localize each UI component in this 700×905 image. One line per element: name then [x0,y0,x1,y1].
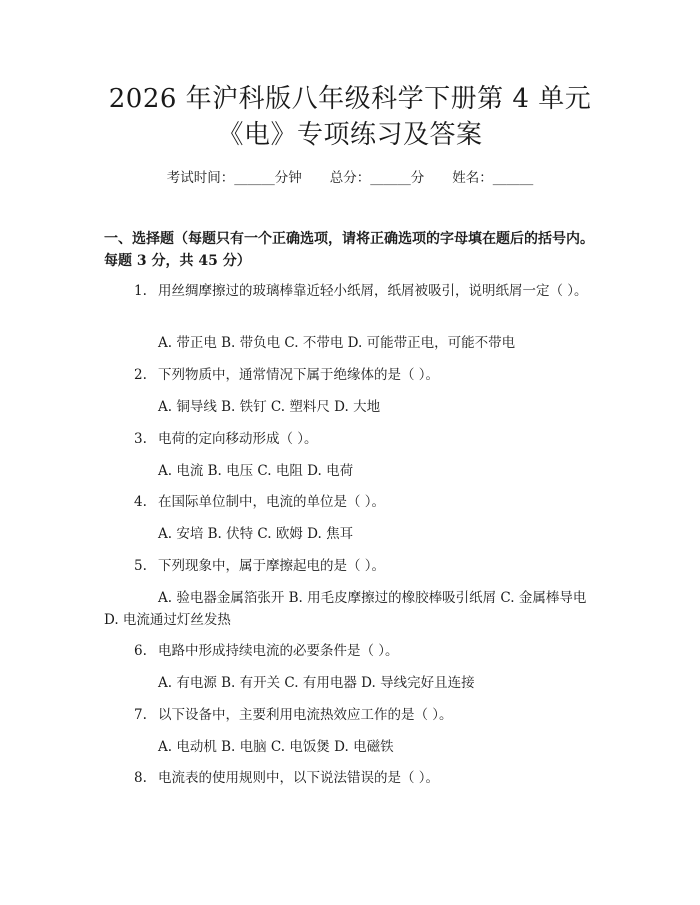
question-item [104,280,596,302]
question-options: A. 电动机 B. 电脑 C. 电饭煲 D. 电磁铁 [158,739,394,755]
document-title-line2: 《电》专项练习及答案 [217,120,483,150]
question-options: A. 验电器金属箔张开 B. 用毛皮摩擦过的橡胶棒吸引纸屑 C. 金属棒导电 D. 电流通过灯丝发热 [104,590,587,628]
question-stem: 用丝绸摩擦过的玻璃棒靠近轻小纸屑，纸屑被吸引，说明纸屑一定（ ）。 [158,283,588,299]
question-number: 2. [134,367,147,383]
question-options: A. 铜导线 B. 铁钉 C. 塑料尺 D. 大地 [158,399,381,415]
student-name-field: 姓名：______ [452,170,534,186]
question-item [104,704,596,726]
question-stem: 电流表的使用规则中，以下说法错误的是（ ）。 [158,770,440,786]
question-item [104,640,596,662]
question-item [104,491,596,513]
question-options: A. 安培 B. 伏特 C. 欧姆 D. 焦耳 [158,526,354,542]
question-options: A. 有电源 B. 有开关 C. 有用电器 D. 导线完好且连接 [158,675,475,691]
question-stem: 电路中形成持续电流的必要条件是（ ）。 [158,643,399,659]
question-item [104,555,596,577]
question-number: 4. [134,494,147,510]
question-item [104,428,596,450]
question-stem: 下列物质中，通常情况下属于绝缘体的是（ ）。 [158,367,440,383]
question-number: 6. [134,643,147,659]
exam-meta [0,168,700,188]
exam-time-field: 考试时间：______分钟 [166,170,302,186]
document-title-line1: 2026 年沪科版八年级科学下册第 4 单元 [108,84,592,114]
question-number: 8. [134,770,147,786]
question-number: 5. [134,558,147,574]
question-stem: 电荷的定向移动形成（ ）。 [158,431,318,447]
question-item [104,364,596,386]
question-number: 7. [134,707,147,723]
question-number: 3. [134,431,147,447]
question-number: 1. [134,283,147,299]
section-heading-multiple-choice: 一、选择题（每题只有一个正确选项，请将正确选项的字母填在题后的括号内。每题 3 分，共 45 分） [104,231,594,269]
question-options: A. 电流 B. 电压 C. 电阻 D. 电荷 [158,463,354,479]
question-options: A. 带正电 B. 带负电 C. 不带电 D. 可能带正电，可能不带电 [158,335,516,351]
question-stem: 以下设备中，主要利用电流热效应工作的是（ ）。 [158,707,453,723]
question-stem: 在国际单位制中，电流的单位是（ ）。 [158,494,386,510]
question-item [104,767,596,789]
question-stem: 下列现象中，属于摩擦起电的是（ ）。 [158,558,386,574]
total-score-field: 总分：______分 [329,170,425,186]
